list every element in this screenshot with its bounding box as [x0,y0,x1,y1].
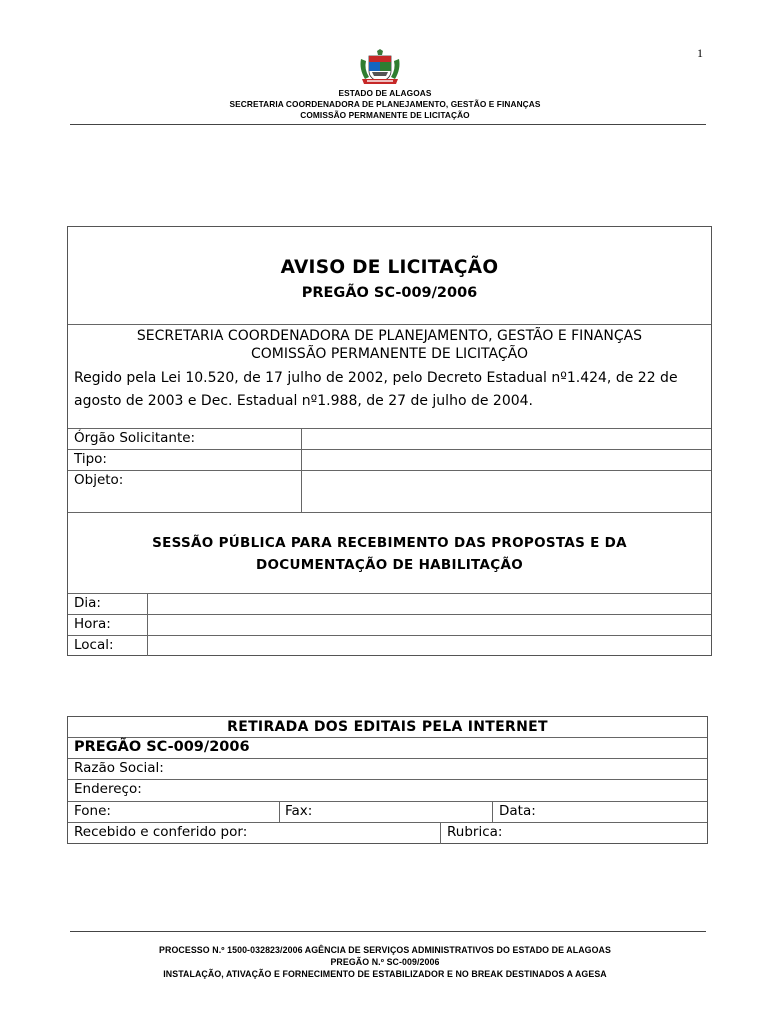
data-field[interactable]: Data: [499,803,536,819]
state-coat-of-arms-icon [357,49,403,85]
divider [68,512,711,513]
divider [68,449,711,450]
header-divider [70,124,706,125]
document-footer [0,944,770,980]
local-label: Local: [74,637,114,653]
divider [68,779,707,780]
dia-label: Dia: [74,595,101,611]
page-number: 1 [697,46,703,60]
retirada-title: RETIRADA DOS EDITAIS PELA INTERNET [227,719,548,735]
header-state: ESTADO DE ALAGOAS [338,88,432,98]
divider [68,324,711,325]
aviso-subtitle: PREGÃO SC-009/2006 [301,285,478,301]
column-divider [492,801,493,822]
footer-objeto: INSTALAÇÃO, ATIVAÇÃO E FORNECIMENTO DE ESTABILIZADOR E NO BREAK DESTINADOS A AGESA [163,969,607,979]
footer-processo: PROCESSO N.º 1500-032823/2006 AGÊNCIA DE SERVIÇOS ADMINISTRATIVOS DO ESTADO DE ALAGOAS [159,945,611,955]
fax-field[interactable]: Fax: [285,803,313,819]
sessao-line1: SESSÃO PÚBLICA PARA RECEBIMENTO DAS PROPOSTAS E DA [152,535,627,551]
fone-field[interactable]: Fone: [74,803,111,819]
footer-divider [70,931,706,932]
retirada-pregao: PREGÃO SC-009/2006 [74,739,250,755]
footer-pregao: PREGÃO N.º SC-009/2006 [330,957,440,967]
legal-basis-line2: agosto de 2003 e Dec. Estadual nº1.988, de 27 de julho de 2004. [74,393,533,409]
divider [68,470,711,471]
header-secretaria: SECRETARIA COORDENADORA DE PLANEJAMENTO, GESTÃO E FINANÇAS [229,99,541,109]
divider [68,822,707,823]
aviso-title: AVISO DE LICITAÇÃO [280,257,499,278]
aviso-legal-basis [74,367,704,413]
legal-basis-line1: Regido pela Lei 10.520, de 17 julho de 2002, pelo Decreto Estadual nº1.424, de 22 de [74,370,678,386]
recebido-conferido-field[interactable]: Recebido e conferido por: [74,824,248,840]
divider [68,737,707,738]
sessao-publica-heading [68,532,711,576]
rubrica-field[interactable]: Rubrica: [447,824,503,840]
aviso-secretaria: SECRETARIA COORDENADORA DE PLANEJAMENTO, GESTÃO E FINANÇAS [136,328,643,344]
column-divider [440,822,441,844]
divider [68,614,711,615]
aviso-licitacao-box [67,226,712,656]
divider [68,801,707,802]
header-comissao: COMISSÃO PERMANENTE DE LICITAÇÃO [300,110,470,120]
column-divider [279,801,280,822]
column-divider [147,593,148,656]
retirada-editais-box [67,716,708,844]
orgao-label: Órgão Solicitante: [74,430,196,446]
sessao-line2: DOCUMENTAÇÃO DE HABILITAÇÃO [256,557,523,573]
razao-social-field[interactable]: Razão Social: [74,760,164,776]
aviso-comissao: COMISSÃO PERMANENTE DE LICITAÇÃO [251,346,528,362]
divider [68,635,711,636]
divider [68,593,711,594]
document-header [0,88,770,121]
divider [68,758,707,759]
objeto-label: Objeto: [74,472,124,488]
divider [68,428,711,429]
endereco-field[interactable]: Endereço: [74,781,142,797]
tipo-label: Tipo: [74,451,107,467]
hora-label: Hora: [74,616,111,632]
